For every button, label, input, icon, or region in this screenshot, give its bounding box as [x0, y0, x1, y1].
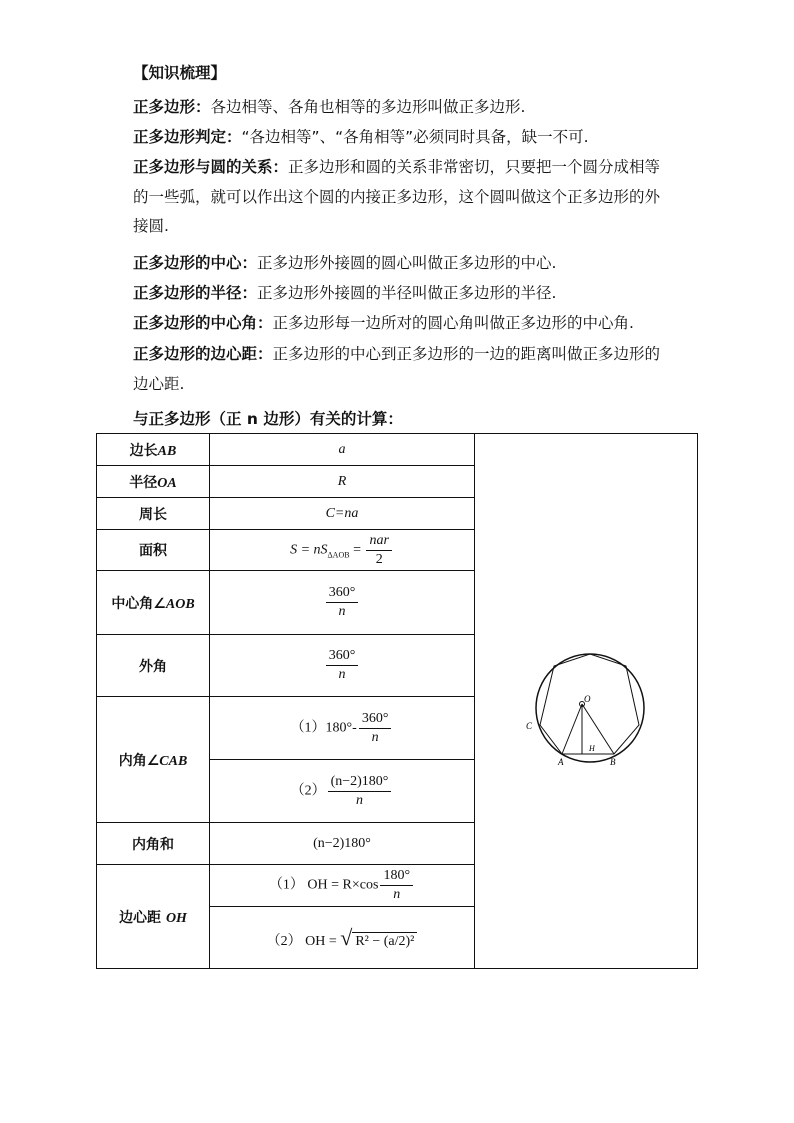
perimeter-value: C=na [210, 498, 475, 530]
label-c: C [526, 721, 533, 731]
apothem-formula-1: （1） OH = R×cos $\frac{180^\circ}{n}$ [210, 865, 475, 907]
interior-angle-formula-2: （2） $\frac{(n-2)180^\circ}{n}$ [210, 760, 475, 823]
definition-central-angle: 正多边形的中心角：正多边形每一边所对的圆心角叫做正多边形的中心角. [133, 314, 634, 332]
exterior-angle-label: 外角 [97, 635, 210, 697]
interior-sum-label: 内角和 [97, 823, 210, 865]
apothem-label: 边心距 OH [97, 865, 210, 969]
interior-angle-label: 内角∠CAB [97, 697, 210, 823]
definition-radius: 正多边形的半径：正多边形外接圆的半径叫做正多边形的半径. [133, 284, 557, 302]
segment-ob [582, 704, 614, 754]
definition-circle-relation: 正多边形与圆的关系：正多边形和圆的关系非常密切，只要把一个圆分成相等的一些弧，就可以作出这个圆的内接正多边形，这个圆叫做这个正多边形的外接圆. [133, 158, 661, 236]
exterior-angle-formula: $\frac{360^\circ}{n}$ [210, 635, 475, 697]
central-angle-formula: $\frac{360^\circ}{n}$ [210, 571, 475, 635]
interior-angle-formula-1: （1）180°- $\frac{360^\circ}{n}$ [210, 697, 475, 760]
central-angle-label: 中心角∠AOB [97, 571, 210, 635]
table-row-side [97, 434, 698, 466]
polygon-circle-diagram [520, 640, 660, 775]
definition-regular-polygon: 正多边形：各边相等、各角也相等的多边形叫做正多边形. [133, 98, 526, 116]
perimeter-label: 周长 [97, 498, 210, 530]
interior-sum-formula: (n−2)180° [210, 823, 475, 865]
label-h: H [589, 744, 595, 753]
radius-value: R [210, 466, 475, 498]
section-heading: 【知识梳理】 [133, 64, 227, 82]
side-label: 边长AB [97, 434, 210, 466]
label-b: B [610, 757, 616, 767]
definition-criteria: 正多边形判定：“各边相等”、“各角相等”必须同时具备，缺一不可. [133, 128, 589, 146]
definition-center: 正多边形的中心：正多边形外接圆的圆心叫做正多边形的中心. [133, 254, 557, 272]
area-label: 面积 [97, 530, 210, 571]
label-o: O [584, 694, 591, 704]
side-value: a [210, 434, 475, 466]
definition-apothem: 正多边形的边心距：正多边形的中心到正多边形的一边的距离叫做正多边形的边心距. [133, 345, 661, 393]
apothem-formula-2: （2） OH = √ R² − (a/2)² [210, 907, 475, 969]
segment-oa [562, 704, 582, 754]
calc-intro: 与正多边形（正 n 边形）有关的计算： [133, 410, 403, 428]
label-a: A [558, 757, 564, 767]
radius-label: 半径OA [97, 466, 210, 498]
area-formula: $S = nS_{\Delta AOB}$ = $\frac{\text{nar}}{2}$ [210, 530, 475, 571]
inscribed-polygon [540, 654, 639, 754]
